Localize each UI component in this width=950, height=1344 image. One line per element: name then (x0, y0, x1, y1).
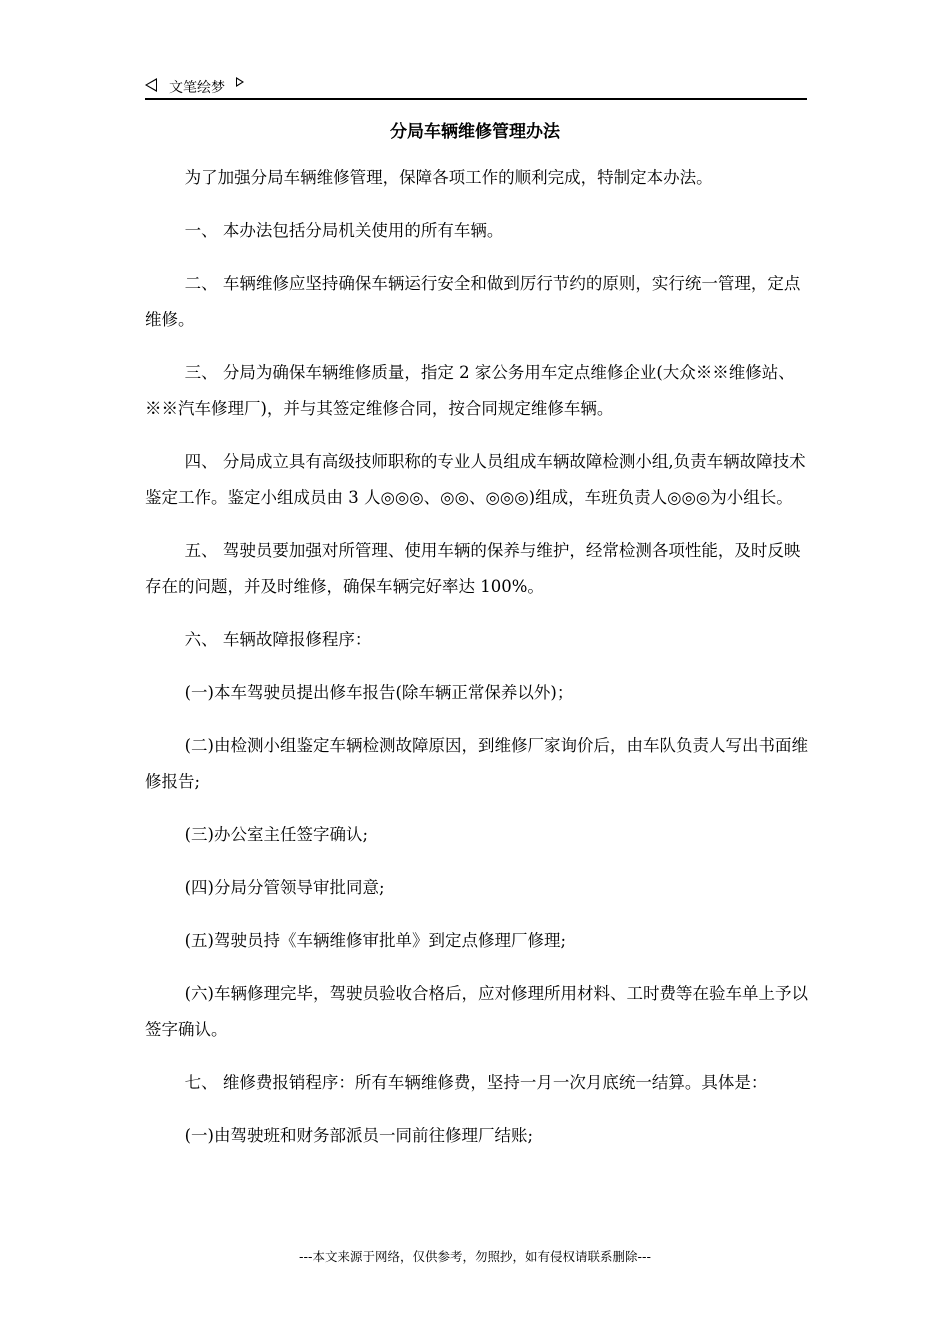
right-triangle-icon (236, 77, 244, 87)
paragraph: 一、 本办法包括分局机关使用的所有车辆。 (184, 221, 504, 240)
left-triangle-icon (145, 78, 157, 92)
paragraph: 三、 分局为确保车辆维修质量，指定 2 家公务用车定点维修企业(大众※※维修站、※※汽车修理厂)，并与其签定维修合同，按合同规定维修车辆。 (145, 363, 795, 418)
page-header (145, 72, 807, 100)
paragraph: 五、 驾驶员要加强对所管理、使用车辆的保养与维护，经常检测各项性能，及时反映存在的问题，并及时维修，确保车辆完好率达 100%。 (145, 541, 801, 596)
paragraph: 二、 车辆维修应坚持确保车辆运行安全和做到厉行节约的原则，实行统一管理，定点维修。 (145, 274, 801, 329)
header-brand: 文笔绘梦 (169, 80, 225, 96)
paragraph: (一)由驾驶班和财务部派员一同前往修理厂结账; (184, 1126, 534, 1145)
paragraph: (一)本车驾驶员提出修车报告(除车辆正常保养以外)； (184, 683, 574, 702)
paragraph: 七、 维修费报销程序：所有车辆维修费，坚持一月一次月底统一结算。具体是： (184, 1073, 768, 1092)
paragraph: 四、 分局成立具有高级技师职称的专业人员组成车辆故障检测小组,负责车辆故障技术鉴定工作。鉴定小组成员由 3 人◎◎◎、◎◎、◎◎◎)组成，车班负责人◎◎◎为小组长。 (145, 452, 806, 507)
page-footer: ---本文来源于网络，仅供参考，勿照抄，如有侵权请联系删除--- (298, 1249, 652, 1264)
paragraph: 为了加强分局车辆维修管理，保障各项工作的顺利完成，特制定本办法。 (184, 168, 713, 187)
paragraph: 六、 车辆故障报修程序： (184, 630, 372, 649)
paragraph: (六)车辆修理完毕，驾驶员验收合格后，应对修理所用材料、工时费等在验车单上予以签字确认。 (145, 984, 808, 1039)
paragraph: (四)分局分管领导审批同意; (184, 878, 385, 897)
document-body (145, 160, 810, 1171)
document-title: 分局车辆维修管理办法 (390, 122, 560, 142)
paragraph: (三)办公室主任签字确认; (184, 825, 369, 844)
paragraph: (五)驾驶员持《车辆维修审批单》到定点修理厂修理; (184, 931, 567, 950)
paragraph: (二)由检测小组鉴定车辆检测故障原因，到维修厂家询价后，由车队负责人写出书面维修报告; (145, 736, 808, 791)
